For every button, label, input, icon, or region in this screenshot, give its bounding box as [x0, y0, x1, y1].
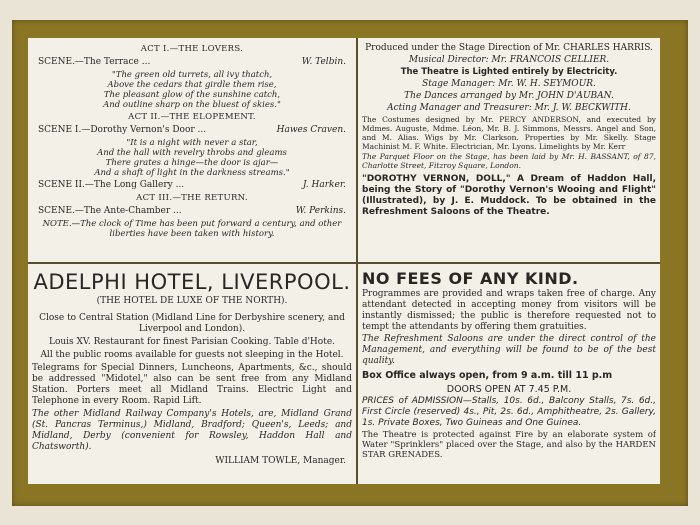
dances-credit: The Dances arranged by Mr. JOHN D'AUBAN. — [404, 91, 614, 101]
acting-manager: Acting Manager and Treasurer: Mr. J. W. BECKWITH. — [387, 103, 631, 113]
scene-credit: J. Harker. — [302, 180, 346, 190]
scenes-section — [32, 42, 352, 258]
hotel-advert — [32, 266, 352, 480]
verse-line: "It is a night with never a star, — [126, 138, 258, 148]
attendants-notice: Programmes are provided and wraps taken free of charge. Any attendant detected in accepting money from visitors will be instantly dismissed; the public is therefore requested not to tempt the attendants by offering them gratuities. — [362, 289, 656, 332]
scene-credit: W. Perkins. — [295, 206, 346, 216]
verse-line: Above the cedars that girdle them rise, — [107, 80, 277, 90]
verse — [32, 138, 352, 178]
act-title: ACT III.—THE RETURN. — [136, 193, 248, 203]
act-title: ACT II.—THE ELOPEMENT. — [128, 112, 256, 122]
scene-line — [32, 57, 352, 68]
scene-credit: Hawes Craven. — [276, 125, 346, 135]
scene-line — [32, 180, 352, 191]
hotel-public-rooms: All the public rooms available for guests not sleeping in the Hotel. — [40, 350, 344, 360]
verse-line: The pleasant glow of the sunshine catch, — [103, 90, 281, 100]
lighting-notice: The Theatre is Lighted entirely by Electricity. — [400, 67, 618, 77]
verse — [32, 70, 352, 110]
hotel-location: Close to Central Station (Midland Line for Derbyshire scenery, and Liverpool and London). — [39, 313, 345, 334]
musical-director: Musical Director: Mr. FRANCOIS CELLIER. — [408, 55, 610, 65]
scene-label: SCENE I.—Dorothy Vernon's Door ... — [38, 125, 207, 135]
costumes-credit: The Costumes designed by Mr. PERCY ANDERSON, and executed by Mdmes. Auguste, Mdme. Léon, Mr. B. J. Simmons, Messrs. Angel and Son, and M. Alias. Wigs by Mr. Clarkson. Properties by Mr. Skelly. Stage Machinist M. F. White. Electrician, Mr. Lyons. Limelights by Mr. Kerr — [362, 115, 656, 151]
verse-line: And a shaft of light in the darkness streams." — [94, 168, 290, 178]
hotel-other-hotels: The other Midland Railway Company's Hotels, are, Midland Grand (St. Pancras Terminus,) Midland, Bradford; Queen's, Leeds; and Midland, Derby (convenient for Rowsley, Haddon Hall and Chatsworth). — [32, 409, 352, 452]
scene-line — [32, 125, 352, 136]
stage-manager: Stage Manager: Mr. W. H. SEYMOUR. — [422, 79, 596, 89]
verse-line: And the hall with revelry throbs and gleams — [97, 148, 287, 158]
stage-direction: Produced under the Stage Direction of Mr. CHARLES HARRIS. — [365, 43, 653, 53]
theatre-notices — [362, 266, 656, 480]
verse-line: There grates a hinge—the door is ajar— — [105, 158, 279, 168]
doors-open: DOORS OPEN AT 7.45 P.M. — [446, 384, 572, 395]
fire-notice: The Theatre is protected against Fire by an elaborate system of Water "Sprinklers" placed over the Stage, and also by the HARDEN STAR GRENADES. — [362, 430, 656, 460]
scene-label: SCENE II.—The Long Gallery ... — [38, 180, 185, 190]
verse-line: And outline sharp on the bluest of skies." — [103, 100, 281, 110]
program-page — [28, 38, 660, 484]
production-credits — [362, 42, 656, 258]
hotel-manager-signature: WILLIAM TOWLE, Manager. — [215, 456, 346, 466]
hotel-telegrams: Telegrams for Special Dinners, Luncheons, Apartments, &c., should be addressed "Midotel," also can be sent free from any Midland Station. Porters meet all Midland Trains. Electric Light and Telephone in every Room. Rapid Lift. — [32, 363, 352, 406]
scene-line — [32, 206, 352, 217]
refreshment-notice: The Refreshment Saloons are under the direct control of the Management, and everything will be found to be of the best quality. — [362, 334, 656, 366]
scene-label: SCENE.—The Ante-Chamber ... — [38, 206, 182, 216]
box-office-hours: Box Office always open, from 9 a.m. till 11 p.m — [362, 370, 613, 381]
hotel-title: ADELPHI HOTEL, LIVERPOOL. — [33, 270, 351, 294]
book-advert: "DOROTHY VERNON, DOLL," A Dream of Haddon Hall, being the Story of "Dorothy Vernon's Wooing and Flight" (Illustrated), by J. E. Muddock. To be obtained in the Refreshment Saloons of the Theatre. — [362, 174, 656, 217]
vertical-divider — [356, 38, 358, 484]
hotel-subtitle: (THE HOTEL DE LUXE OF THE NORTH). — [96, 296, 288, 306]
parquet-credit: The Parquet Floor on the Stage, has been laid by Mr. H. BASSANT, of 87, Charlotte Street, Fitzroy Square, London. — [362, 152, 656, 170]
hotel-restaurant: Louis XV. Restaurant for finest Parisian Cooking. Table d'Hote. — [48, 337, 336, 347]
verse-line: "The green old turrets, all ivy thatch, — [111, 70, 273, 80]
horizontal-divider — [28, 262, 660, 264]
scene-credit: W. Telbin. — [301, 57, 346, 67]
act-title: ACT I.—THE LOVERS. — [140, 44, 244, 54]
admission-prices: PRICES of ADMISSION—Stalls, 10s. 6d., Balcony Stalls, 7s. 6d., First Circle (reserved) 4s., Pit, 2s. 6d., Amphitheatre, 2s. Gallery, 1s. Private Boxes, Two Guineas and One Guinea. — [362, 396, 656, 428]
scene-label: SCENE.—The Terrace ... — [38, 57, 151, 67]
history-note: NOTE.—The clock of Time has been put forward a century, and other liberties have been taken with history. — [42, 219, 342, 239]
no-fees-headline: NO FEES OF ANY KIND. — [362, 269, 579, 288]
